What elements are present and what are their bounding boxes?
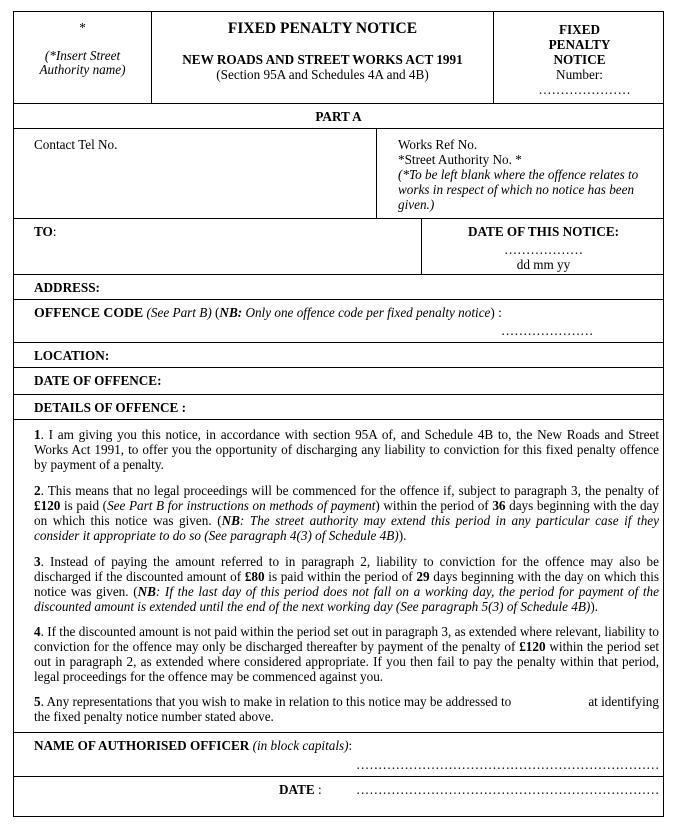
insert-star: * [79, 20, 86, 35]
contact-row [14, 128, 663, 218]
location-row[interactable] [14, 342, 663, 367]
number-label: Number: [556, 67, 603, 82]
date-of-notice-label: DATE OF THIS NOTICE: [467, 224, 620, 239]
block-capitals-note: (in block capitals) [252, 738, 349, 753]
street-authority-no-label[interactable]: *Street Authority No. * [398, 152, 522, 167]
officer-label-line: NAME OF AUTHORISED OFFICER (in block capitals): [34, 738, 353, 753]
discounted-amount: £80 [244, 569, 265, 584]
nb-label: NB: [219, 305, 243, 320]
penalty-amount: £120 [34, 498, 61, 513]
right-title-2: PENALTY [548, 37, 611, 52]
offence-code-line: OFFENCE CODE (See Part B) (NB: Only one offence code per fixed penalty notice) : [34, 305, 502, 320]
date-footer-field[interactable]: …………………………………………………………… [356, 782, 660, 797]
title-cell [152, 20, 493, 82]
number-cell [494, 22, 665, 97]
blank-note: (*To be left blank where the offence relates to works in respect of which no notice has been given.) [398, 167, 639, 212]
works-ref-label[interactable]: Works Ref No. [398, 137, 478, 152]
to-row [14, 218, 663, 274]
details-of-offence-row[interactable] [14, 394, 663, 419]
part-a-label: PART A [315, 109, 362, 124]
paragraph-4: 4. If the discounted amount is not paid within the period set out in paragraph 3, as extended where relevant, liability to conviction for the offence may only be discharged thereafter by payment of the penalty of £120 within the period set out in paragraph 2, as extended where considered appropriate. If you then fail to pay the penalty within that period, legal proceedings for the offence may be commenced against you. [34, 624, 660, 684]
right-title-1: FIXED [558, 22, 601, 37]
number-field[interactable]: ………………… [538, 82, 631, 97]
to-field[interactable]: TO: [34, 224, 57, 239]
authority-cell [14, 20, 151, 77]
right-title-3: NOTICE [553, 52, 606, 67]
details-of-offence-label: DETAILS OF OFFENCE : [34, 400, 187, 415]
fixed-penalty-notice-form [13, 11, 664, 817]
officer-row [14, 732, 663, 776]
date-of-notice-cell [422, 224, 665, 272]
nb-text: Only one offence code per fixed penalty notice [242, 305, 491, 320]
address-row[interactable] [14, 274, 663, 299]
to-label: TO [34, 224, 53, 239]
paragraph-1: 1. I am giving you this notice, in accordance with section 95A of, and Schedule 4B to, the New Roads and Street Works Act 1991, to offer you the opportunity of discharging any liability to conviction for this fixed penalty offence by payment of a penalty. [34, 427, 659, 472]
part-a-row [14, 103, 663, 128]
location-label: LOCATION: [34, 348, 110, 363]
officer-name-field[interactable]: …………………………………………………………… [356, 757, 660, 772]
date-of-offence-row[interactable] [14, 367, 663, 394]
act-title: NEW ROADS AND STREET WORKS ACT 1991 [182, 52, 463, 67]
paragraphs-section [14, 419, 663, 732]
works-ref-cell [398, 137, 657, 212]
date-format-hint: dd mm yy [516, 257, 571, 272]
insert-authority-note: (*Insert Street Authority name) [39, 48, 126, 77]
contact-tel-label[interactable]: Contact Tel No. [34, 137, 118, 152]
see-part-b: (See Part B) [146, 305, 212, 320]
offence-code-label: OFFENCE CODE [34, 305, 144, 320]
offence-code-row[interactable] [14, 299, 663, 342]
date-footer-label-line: DATE : [279, 782, 322, 797]
header-row [14, 12, 663, 103]
date-of-offence-label: DATE OF OFFENCE: [34, 373, 162, 388]
paragraph-3: 3. Instead of paying the amount referred to in paragraph 2, liability to conviction for the offence may also be discharged if the discounted amount of £80 is paid within the period of 29 days beginning with the day on which this notice was given. (NB: If the last day of this period does not fall on a working day, the period for payment of the discounted amount is extended until the end of the next working day (See paragraph 5(3) of Schedule 4B)). [34, 554, 659, 614]
date-of-notice-field[interactable]: ……………… [503, 242, 584, 257]
section-reference: (Section 95A and Schedules 4A and 4B) [216, 67, 429, 82]
notice-title: FIXED PENALTY NOTICE [227, 20, 418, 37]
paragraph-2: 2. This means that no legal proceedings will be commenced for the offence if, subject to paragraph 3, the penalty of £120 is paid (See Part B for instructions on methods of payment) within the period of 36 days beginning with the day on which this notice was given. (NB: The street authority may extend this period in any particular case if they consider it appropriate to do so (See paragraph 4(3) of Schedule 4B)). [34, 483, 660, 543]
offence-code-field[interactable]: ………………… [501, 323, 594, 338]
date-footer-row [14, 776, 663, 817]
date-footer-label: DATE [279, 782, 315, 797]
officer-label: NAME OF AUTHORISED OFFICER [34, 738, 250, 753]
paragraph-5: 5. Any representations that you wish to make in relation to this notice may be addressed to at identifying the fixed penalty notice number stated above. [34, 694, 659, 724]
address-label: ADDRESS: [34, 280, 100, 295]
